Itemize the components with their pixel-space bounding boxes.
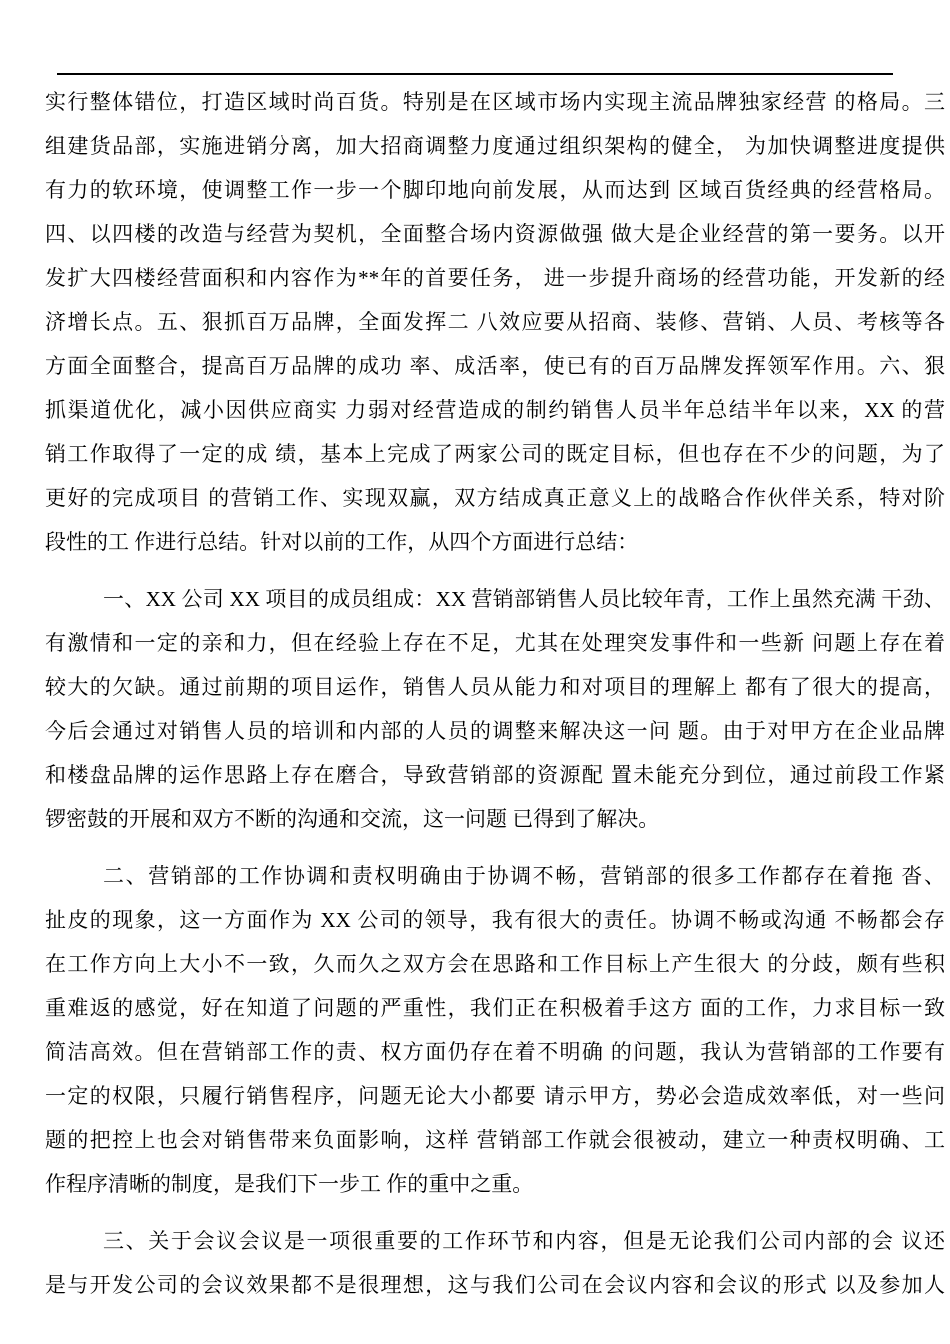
text-line: 实行整体错位，打造区域时尚百货。特别是在区域市场内实现主流品牌独家经营 的格局。三 [45,90,945,114]
text-line: 销工作取得了一定的成 绩，基本上完成了两家公司的既定目标，但也存在不少的问题，为了 [45,442,945,466]
text-line: 今后会通过对销售人员的培训和内部的人员的调整来解决这一问 题。由于对甲方在企业品牌 [45,719,945,743]
text-line: 和楼盘品牌的运作思路上存在磨合，导致营销部的资源配 置未能充分到位，通过前段工作紧 [45,763,945,787]
paragraph [45,1219,945,1307]
document-body [45,80,945,1307]
paragraph [45,577,945,841]
text-line: 简洁高效。但在营销部工作的责、权方面仍存在着不明确 的问题，我认为营销部的工作要有 [45,1040,945,1064]
text-line: 更好的完成项目 的营销工作、实现双赢，双方结成真正意义上的战略合作伙伴关系，特对阶 [45,486,945,510]
text-line: 是与开发公司的会议效果都不是很理想，这与我们公司在会议内容和会议的形式 以及参加人 [45,1273,945,1297]
text-line: 重难返的感觉，好在知道了问题的严重性，我们正在积极着手这方 面的工作，力求目标一致 [45,996,945,1020]
paragraph [45,854,945,1206]
text-line: 一、XX 公司 XX 项目的成员组成：XX 营销部销售人员比较年青，工作上虽然充满 干劲、 [103,587,945,611]
text-line: 四、以四楼的改造与经营为契机，全面整合场内资源做强 做大是企业经营的第一要务。以开 [45,222,945,246]
text-line: 扯皮的现象，这一方面作为 XX 公司的领导，我有很大的责任。协调不畅或沟通 不畅都会存 [45,908,945,932]
text-line: 有力的软环境，使调整工作一步一个脚印地向前发展，从而达到 区域百货经典的经营格局。 [45,178,945,202]
text-line: 三、关于会议会议是一项很重要的工作环节和内容，但是无论我们公司内部的会 议还 [103,1229,945,1253]
text-line: 锣密鼓的开展和双方不断的沟通和交流，这一问题 已得到了解决。 [45,807,660,831]
text-line: 有激情和一定的亲和力，但在经验上存在不足，尤其在处理突发事件和一些新 问题上存在着 [45,631,945,655]
text-line: 二、营销部的工作协调和责权明确由于协调不畅，营销部的很多工作都存在着拖 沓、 [103,864,945,888]
text-line: 题的把控上也会对销售带来负面影响，这样 营销部工作就会很被动，建立一种责权明确、工 [45,1128,945,1152]
horizontal-rule [57,73,893,75]
paragraph [45,80,945,564]
text-line: 段性的工 作进行总结。针对以前的工作，从四个方面进行总结： [45,530,639,554]
text-line: 较大的欠缺。通过前期的项目运作，销售人员从能力和对项目的理解上 都有了很大的提高， [45,675,945,699]
text-line: 作程序清晰的制度，是我们下一步工 作的重中之重。 [45,1172,534,1196]
text-line: 发扩大四楼经营面积和内容作为**年的首要任务， 进一步提升商场的经营功能，开发新的经 [45,266,945,290]
text-line: 济增长点。五、狠抓百万品牌，全面发挥二 八效应要从招商、装修、营销、人员、考核等各 [45,310,945,334]
text-line: 组建货品部，实施进销分离，加大招商调整力度通过组织架构的健全， 为加快调整进度提供 [45,134,945,158]
text-line: 一定的权限，只履行销售程序，问题无论大小都要 请示甲方，势必会造成效率低，对一些问 [45,1084,945,1108]
text-line: 抓渠道优化，减小因供应商实 力弱对经营造成的制约销售人员半年总结半年以来，XX 的营 [45,398,945,422]
text-line: 方面全面整合，提高百万品牌的成功 率、成活率，使已有的百万品牌发挥领军作用。六、狠 [45,354,945,378]
text-line: 在工作方向上大小不一致，久而久之双方会在思路和工作目标上产生很大 的分歧，颇有些积 [45,952,945,976]
